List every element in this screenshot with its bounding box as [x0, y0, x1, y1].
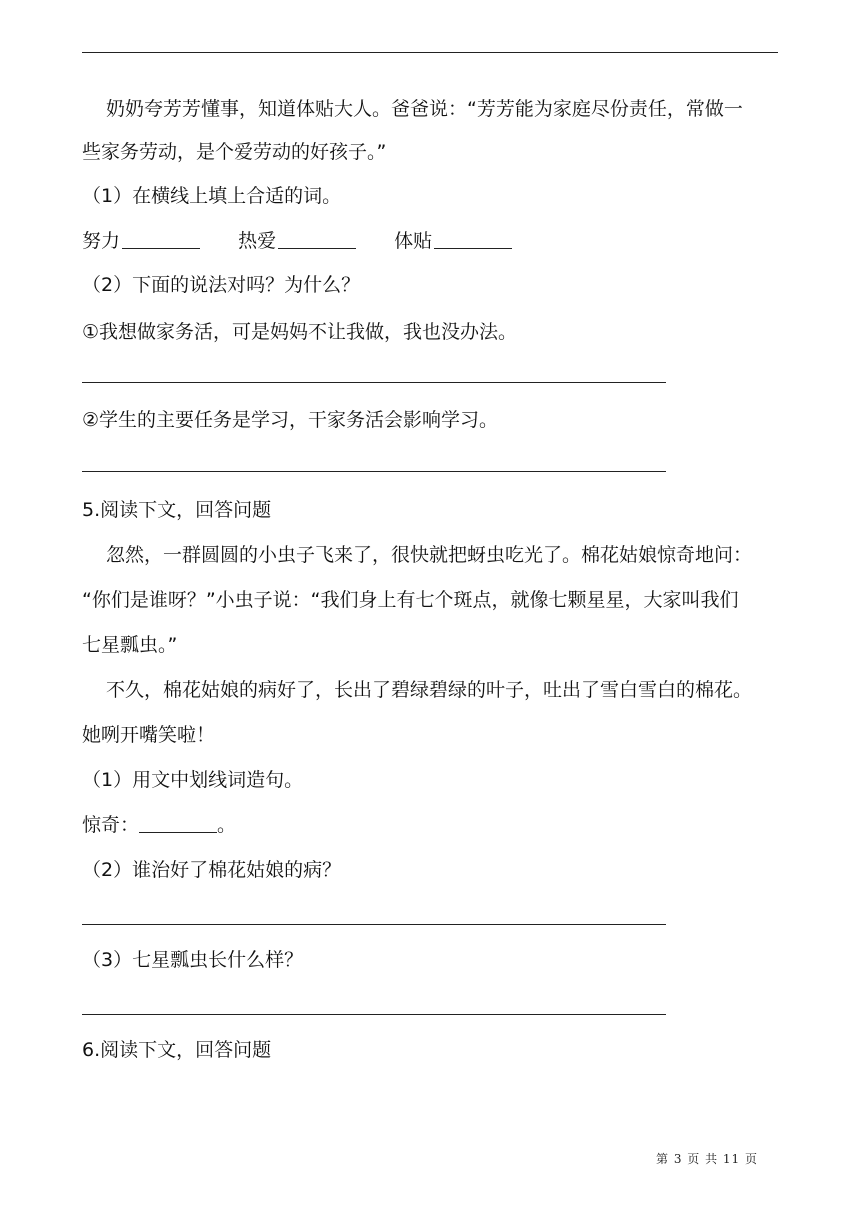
answer-line[interactable] — [82, 1014, 666, 1015]
fill-blank-row — [82, 229, 544, 253]
header-rule — [82, 52, 778, 53]
passage-line: 些家务劳动，是个爱劳动的好孩子。” — [82, 141, 387, 163]
fill-word: 努力 — [82, 230, 121, 252]
answer-blank[interactable] — [434, 230, 512, 249]
fill-word: 体贴 — [394, 230, 433, 252]
statement-item: ②学生的主要任务是学习，干家务活会影响学习。 — [82, 409, 499, 431]
page-footer: 第 3 页 共 11 页 — [656, 1152, 758, 1166]
question-prompt: （2）谁治好了棉花姑娘的病？ — [82, 859, 342, 881]
question-prompt: （3）七星瓢虫长什么样？ — [82, 949, 304, 971]
answer-line[interactable] — [82, 924, 666, 925]
sentence-row — [82, 813, 236, 837]
passage-line: 七星瓢虫。” — [82, 634, 178, 656]
answer-blank[interactable] — [139, 814, 217, 833]
passage-line: 她咧开嘴笑啦！ — [82, 724, 216, 746]
passage-line: “你们是谁呀？”小虫子说：“我们身上有七个斑点，就像七颗星星，大家叫我们 — [82, 589, 739, 611]
target-word: 惊奇： — [82, 814, 140, 836]
fill-item-1 — [82, 230, 200, 252]
question-heading: 5.阅读下文，回答问题 — [82, 499, 272, 521]
answer-blank[interactable] — [278, 230, 356, 249]
passage-line: 奶奶夸芳芳懂事，知道体贴大人。爸爸说：“芳芳能为家庭尽份责任，常做一 — [106, 98, 743, 120]
passage-line: 不久，棉花姑娘的病好了，长出了碧绿碧绿的叶子，吐出了雪白雪白的棉花。 — [106, 679, 753, 701]
passage-line: 忽然，一群圆圆的小虫子飞来了，很快就把蚜虫吃光了。棉花姑娘惊奇地问： — [106, 544, 753, 566]
question-prompt: （2）下面的说法对吗？为什么？ — [82, 274, 361, 296]
question-prompt: （1）用文中划线词造句。 — [82, 769, 304, 791]
question-heading: 6.阅读下文，回答问题 — [82, 1039, 272, 1061]
answer-blank[interactable] — [122, 230, 200, 249]
fill-item-3 — [394, 230, 512, 252]
statement-item: ①我想做家务活，可是妈妈不让我做，我也没办法。 — [82, 321, 518, 343]
question-prompt: （1）在横线上填上合适的词。 — [82, 185, 342, 207]
answer-line[interactable] — [82, 471, 666, 472]
fill-item-2 — [238, 230, 356, 252]
sentence-end: 。 — [217, 814, 237, 836]
fill-word: 热爱 — [238, 230, 277, 252]
answer-line[interactable] — [82, 382, 666, 383]
